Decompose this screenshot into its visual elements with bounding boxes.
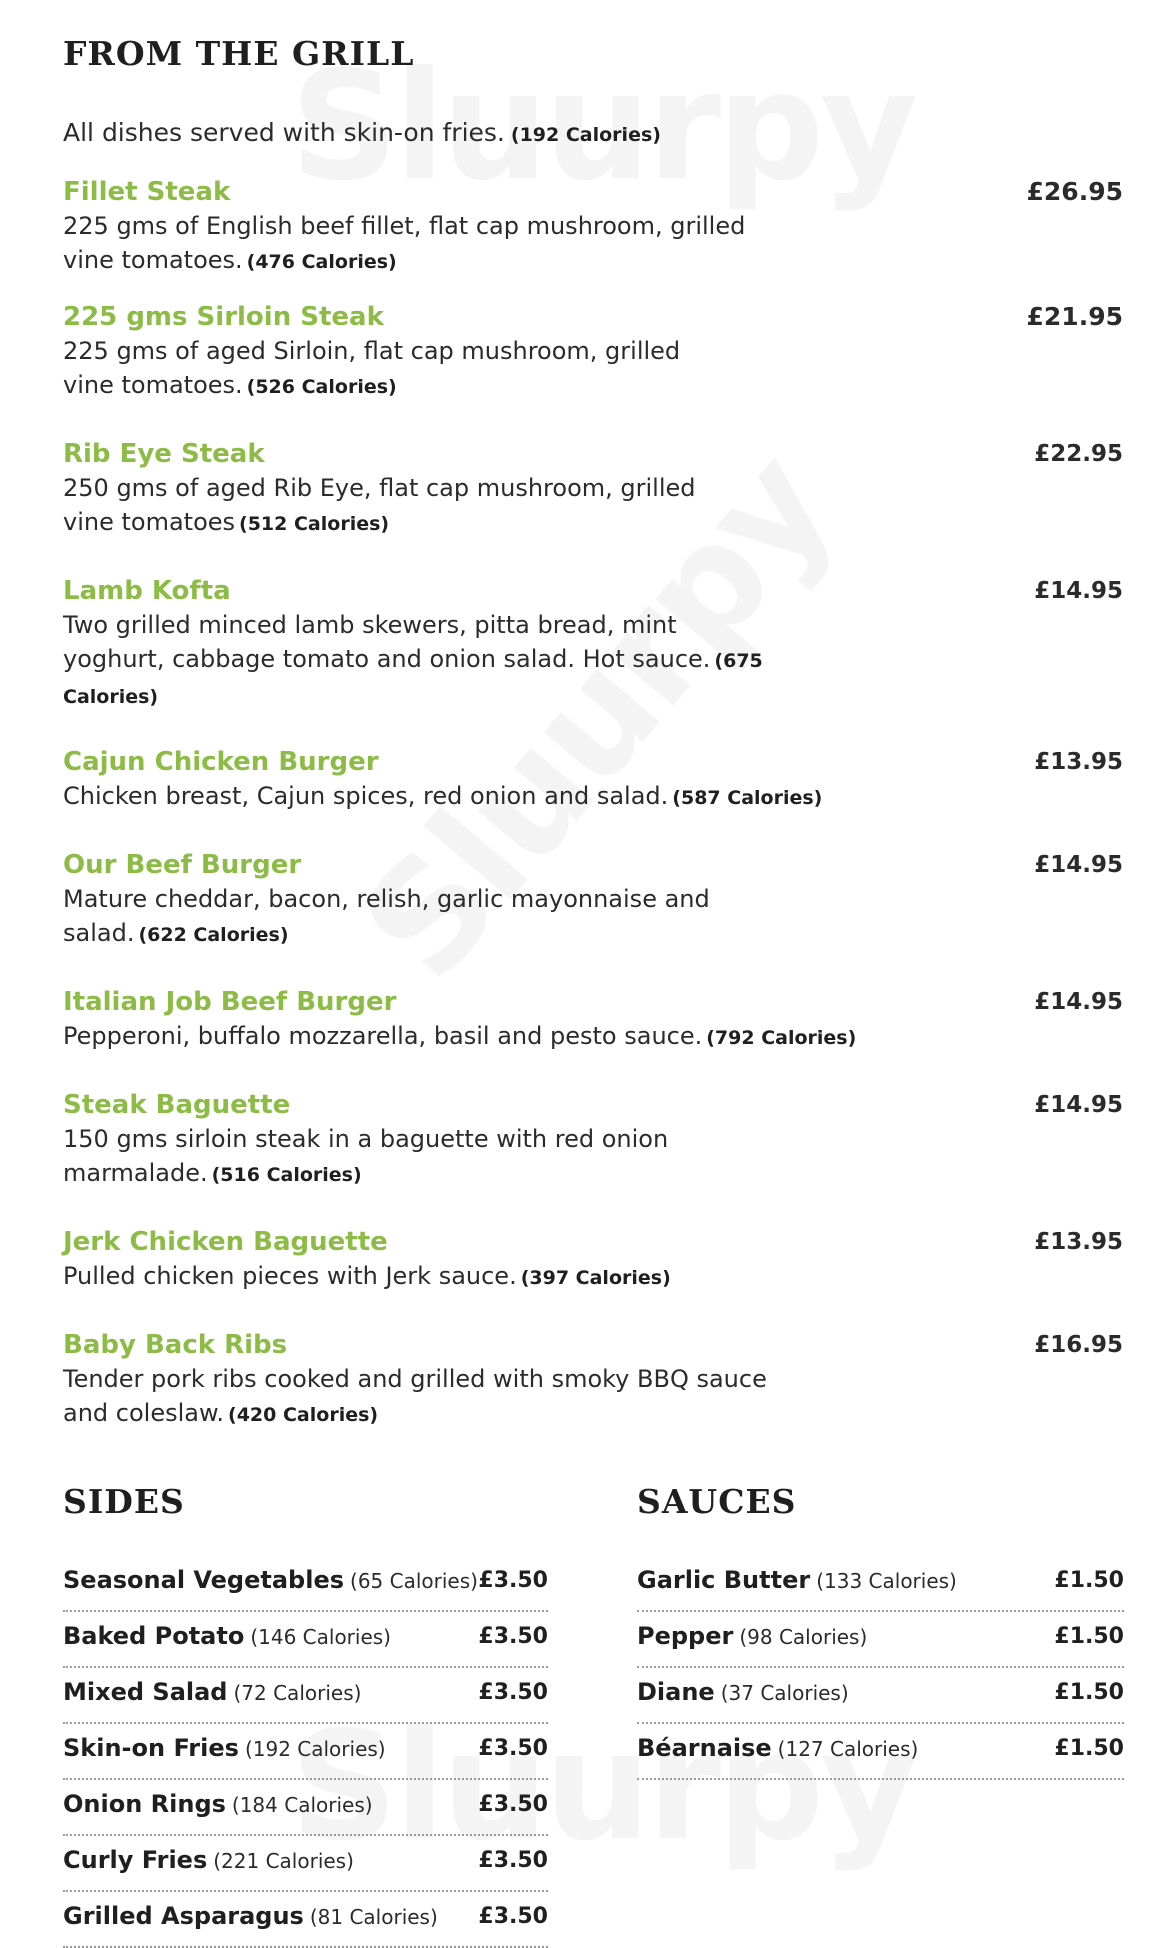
dish-description: Chicken breast, Cajun spices, red onion and salad. (587 Calories) <box>63 782 823 810</box>
side-calories: (146 Calories) <box>250 1625 391 1649</box>
side-price: £3.50 <box>478 1624 548 1649</box>
dish-item <box>63 848 1123 952</box>
dish-description: 150 gms sirloin steak in a baguette with red onion marmalade. (516 Calories) <box>63 1125 669 1187</box>
side-calories: (221 Calories) <box>213 1849 354 1873</box>
list-item <box>63 1612 548 1668</box>
side-price: £3.50 <box>478 1568 548 1593</box>
dish-price: £14.95 <box>1034 989 1123 1015</box>
sauces-list <box>637 1556 1124 1780</box>
sauces-title: SAUCES <box>637 1482 797 1521</box>
dish-price: £13.95 <box>1034 1229 1123 1255</box>
side-price: £3.50 <box>478 1904 548 1929</box>
side-price: £3.50 <box>478 1792 548 1817</box>
sides-title: SIDES <box>63 1482 185 1521</box>
side-calories: (65 Calories) <box>350 1569 478 1593</box>
dish-description: Two grilled minced lamb skewers, pitta bread, mint yoghurt, cabbage tomato and onion salad. Hot sauce. (675 Calories) <box>63 611 763 708</box>
dish-calories: (516 Calories) <box>211 1164 362 1186</box>
dish-calories: (397 Calories) <box>520 1267 671 1289</box>
dish-name: Cajun Chicken Burger <box>63 747 379 777</box>
dish-price: £13.95 <box>1034 749 1123 775</box>
list-item <box>637 1724 1124 1780</box>
dish-description: 225 gms of English beef fillet, flat cap mushroom, grilled vine tomatoes. (476 Calories) <box>63 212 746 274</box>
sauce-price: £1.50 <box>1054 1624 1124 1649</box>
dish-item <box>63 437 1123 541</box>
dish-calories: (512 Calories) <box>239 513 390 535</box>
side-calories: (184 Calories) <box>231 1793 373 1817</box>
dish-item <box>63 574 1123 714</box>
dish-description: 250 gms of aged Rib Eye, flat cap mushroom, grilled vine tomatoes (512 Calories) <box>63 474 696 536</box>
sauce-name: Béarnaise (127 Calories) <box>637 1734 919 1762</box>
dish-description: Mature cheddar, bacon, relish, garlic mayonnaise and salad. (622 Calories) <box>63 885 710 947</box>
sauce-calories: (133 Calories) <box>816 1569 957 1593</box>
dish-price: £22.95 <box>1034 441 1123 467</box>
dish-calories: (526 Calories) <box>246 376 397 398</box>
grill-intro <box>63 118 661 147</box>
dish-item <box>63 1328 1123 1432</box>
dish-name: Lamb Kofta <box>63 576 231 606</box>
dish-price: £14.95 <box>1034 852 1123 878</box>
list-item <box>637 1668 1124 1724</box>
dish-name: Jerk Chicken Baguette <box>63 1227 388 1257</box>
dish-name: Italian Job Beef Burger <box>63 987 397 1017</box>
list-item <box>63 1668 548 1724</box>
list-item <box>63 1836 548 1892</box>
sides-list <box>63 1556 548 1948</box>
side-calories: (72 Calories) <box>233 1681 362 1705</box>
dish-calories: (792 Calories) <box>706 1027 857 1049</box>
list-item <box>63 1892 548 1948</box>
dish-price: £26.95 <box>1026 177 1123 206</box>
dish-calories: (587 Calories) <box>672 787 823 809</box>
grill-title: FROM THE GRILL <box>63 34 415 73</box>
dish-price: £16.95 <box>1034 1332 1123 1358</box>
dish-description: Tender pork ribs cooked and grilled with smoky BBQ sauce and coleslaw. (420 Calories) <box>63 1365 767 1427</box>
dish-description: Pulled chicken pieces with Jerk sauce. (397 Calories) <box>63 1262 671 1290</box>
sauce-calories: (37 Calories) <box>720 1681 849 1705</box>
dish-calories: (420 Calories) <box>228 1404 379 1426</box>
grill-intro-calories: (192 Calories) <box>510 124 661 146</box>
dish-calories: (622 Calories) <box>138 924 289 946</box>
side-name: Baked Potato (146 Calories) <box>63 1622 391 1650</box>
dish-price: £14.95 <box>1034 1092 1123 1118</box>
dish-calories: (675 Calories) <box>63 650 763 708</box>
sauce-calories: (98 Calories) <box>739 1625 868 1649</box>
list-item <box>637 1612 1124 1668</box>
side-calories: (81 Calories) <box>309 1905 438 1929</box>
dish-name: Rib Eye Steak <box>63 439 265 469</box>
dish-item <box>63 1225 1123 1295</box>
list-item <box>63 1780 548 1836</box>
dish-name: Our Beef Burger <box>63 850 302 880</box>
dish-item <box>63 175 1123 279</box>
dish-name: Steak Baguette <box>63 1090 291 1120</box>
dish-name: Fillet Steak <box>63 177 231 207</box>
dish-item <box>63 745 1123 815</box>
side-name: Curly Fries (221 Calories) <box>63 1846 354 1874</box>
sauce-price: £1.50 <box>1054 1568 1124 1593</box>
sauce-price: £1.50 <box>1054 1680 1124 1705</box>
list-item <box>637 1556 1124 1612</box>
side-calories: (192 Calories) <box>244 1737 386 1761</box>
sauce-name: Pepper (98 Calories) <box>637 1622 868 1650</box>
side-price: £3.50 <box>478 1736 548 1761</box>
dish-calories: (476 Calories) <box>246 251 397 273</box>
dish-price: £14.95 <box>1034 578 1123 604</box>
side-name: Onion Rings (184 Calories) <box>63 1790 373 1818</box>
side-name: Seasonal Vegetables (65 Calories) <box>63 1566 478 1594</box>
dish-item <box>63 985 1123 1055</box>
dish-item <box>63 1088 1123 1192</box>
side-price: £3.50 <box>478 1848 548 1873</box>
sauce-name: Garlic Butter (133 Calories) <box>637 1566 957 1594</box>
side-name: Skin-on Fries (192 Calories) <box>63 1734 386 1762</box>
dish-item <box>63 300 1123 404</box>
list-item <box>63 1724 548 1780</box>
sauce-price: £1.50 <box>1054 1736 1124 1761</box>
dish-name: 225 gms Sirloin Steak <box>63 302 384 332</box>
side-name: Mixed Salad (72 Calories) <box>63 1678 362 1706</box>
side-name: Grilled Asparagus (81 Calories) <box>63 1902 438 1930</box>
dish-description: 225 gms of aged Sirloin, flat cap mushroom, grilled vine tomatoes. (526 Calories) <box>63 337 681 399</box>
grill-intro-text: All dishes served with skin-on fries. <box>63 118 505 147</box>
side-price: £3.50 <box>478 1680 548 1705</box>
list-item <box>63 1556 548 1612</box>
sauce-name: Diane (37 Calories) <box>637 1678 849 1706</box>
dish-description: Pepperoni, buffalo mozzarella, basil and pesto sauce. (792 Calories) <box>63 1022 857 1050</box>
dish-name: Baby Back Ribs <box>63 1330 288 1360</box>
dish-price: £21.95 <box>1026 302 1123 331</box>
sauce-calories: (127 Calories) <box>777 1737 919 1761</box>
